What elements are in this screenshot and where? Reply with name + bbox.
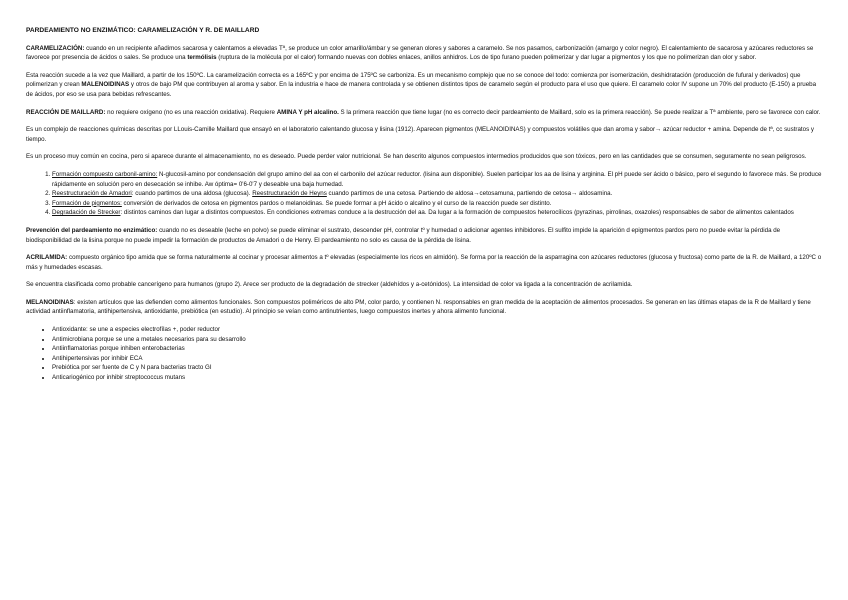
caramelizacion-text-1: cuando en un recipiente añadimos sacarosa y calentamos a elevadas Tª, se produce un color amarillo/ámbar y se generan olores y sabores a caramelo. Se nos pasamos, carbonización (amargo y color negro). El calentamiento de sacarosa y azúcares reductores se favorece por presencia de ácidos o sales. Se produce una bbox=[26, 44, 814, 62]
stage-2-text-b: cuando partimos de una cetosa. Partiendo de aldosa→cetosamuna, partiendo de cetosa→ aldosamina. bbox=[326, 190, 613, 198]
paragraph-acrilamida bbox=[26, 253, 822, 272]
paragraph-caramelizacion bbox=[26, 44, 822, 63]
stage-2-title: Reestructuración de Amadori bbox=[52, 190, 132, 198]
caramelizacion-text-2: (ruptura de la molécula por el calor) formando nuevas con dobles enlaces, anillos anhidros. Los de tipo furano pueden polimerizar y dar lugar a pigmentos y los que no polimerizan dan olor y sabor. bbox=[216, 54, 757, 62]
maillard-text-1: no requiere oxígeno (no es una reacción oxidativa). Requiere bbox=[105, 108, 277, 116]
mechanism-text-2: y otros de bajo PM que contribuyen al aroma y sabor. En la industria e hace de manera controlada y se obtienen distintos tipos de caramelo según el producto para el uso que quiere. El caramelo color IV supone un 70% del producto (E-150) a prueba de ácidos, por eso se usa para bebidas refrescantes. bbox=[26, 81, 817, 98]
paragraph-maillard-history: Es un complejo de reacciones químicas descritas por LLouis-Camille Maillard que ensayó en el laboratorio calentando glucosa y lisina (1912). Aparecen pigmentos (MELANOIDINAS) y compuestos volátiles que dan aroma y sabor→ azúcar reductor + amina. Depende de tª, cc sustratos y tiempo. bbox=[26, 126, 814, 143]
stage-2-title-b: Reestructuración de Heyns bbox=[252, 190, 327, 198]
stage-2-text: : cuando partimos de una aldosa (glucosa). bbox=[131, 190, 253, 198]
malenoidinas-term: MALENOIDINAS bbox=[81, 81, 130, 89]
list-item: • Prebiótica por ser fuente de C y N para bacterias tracto GI bbox=[52, 363, 822, 373]
list-item bbox=[52, 199, 822, 209]
maillard-stages-list bbox=[26, 170, 822, 218]
stage-3-text: conversión de derivados de cetosa en pigmentos pardos o melanoidinas. Se puede formar a pH ácido o alcalino y el curso de la reacción puede ser distinto. bbox=[121, 199, 552, 207]
paragraph-acrilamida-cancer: Se encuentra clasificada como probable cancerígeno para humanos (grupo 2). Arece ser producto de la degradación de strecker (aldehídos y a-cetónidos). La intensidad de color va ligada a la concentración de acrilamida. bbox=[26, 281, 633, 289]
stage-4-title: Degradación de Strecker bbox=[52, 209, 121, 217]
stage-1-title: Formación compuesto carbonil-amino: bbox=[52, 170, 158, 178]
list-item: • Antimicrobiana porque se une a metales necesarios para su desarrollo bbox=[52, 335, 822, 345]
stage-4-text: : distintos caminos dan lugar a distintos compuestos. En condiciones extremas conduce a la destrucción del aa. Da lugar a la formación de compuestos heterocílicos (pyrazinas, pirrolinas, oxazoles) responsables de sabor de alimentos calentados bbox=[120, 209, 794, 217]
document-page bbox=[26, 26, 822, 383]
paragraph-prevencion bbox=[26, 226, 822, 245]
document-title: PARDEAMIENTO NO ENZIMÁTICO: CARAMELIZACIÓN Y R. DE MAILLARD bbox=[26, 27, 260, 34]
list-item: • Antihipertensivas por inhibir ECA bbox=[52, 354, 822, 364]
paragraph-caramelizacion-mechanism bbox=[26, 71, 822, 100]
prevencion-heading: Prevención del pardeamiento no enzimático: bbox=[26, 226, 158, 234]
paragraph-maillard-cooking: Es un proceso muy común en cocina, pero si aparece durante el almacenamiento, no es deseado. Puede perder valor nutricional. Se han descrito algunos compuestos intermedios producidos que son tóxicos, pero en las cantidades que se consumen, seguramente no sean peligrosos. bbox=[26, 153, 807, 161]
melanoidinas-heading: MELANOIDINAS bbox=[26, 298, 74, 306]
prevencion-text: cuando no es deseable (leche en polvo) se puede eliminar el sustrato, descender pH, controlar tº y humedad o adicionar agentes inhibidores. El sulfito impide la aparición d epigmentos pardos pero no puede evitar la pérdida de biodisponibilidad de la lisina porque no puede impedir la formación de productos de Amadori o de Henry. El pardeamiento no solo es causa de la pérdida de lisina. bbox=[26, 226, 781, 244]
stage-3-title: Formación de pigmentos: bbox=[52, 199, 122, 207]
acrilamida-text: compuesto orgánico tipo amida que se forma naturalmente al cocinar y procesar alimentos a tº elevadas (especialmente los ricos en almidón). Se forma por la reacción de la asparragina con azúcares reductores (glucosa y fructosa) como parte de la R. de Maillard, a 120ºC o más y humedades escasas. bbox=[26, 254, 822, 271]
maillard-heading: REACCIÓN DE MAILLARD: bbox=[26, 108, 106, 116]
list-item bbox=[52, 208, 822, 218]
paragraph-melanoidinas bbox=[26, 298, 822, 317]
stage-1-text: N-glucosil-amino por condensación del grupo amino del aa con el carbonilo del azúcar reductor. (lisina aun disponible). Suelen participar los aa de lisina y arginina. El pH puede ser ácido o básico, pero el segundo lo favorece más. Se produce rápidamente en solución pero en desecación se inhibe. Aw óptima= 0'6-0'7 y deseable una baja humedad. bbox=[52, 170, 822, 188]
list-item: • Antiinflamatorias porque inhiben enterobacterias bbox=[52, 344, 822, 354]
caramelizacion-heading: CARAMELIZACIÓN: bbox=[26, 44, 85, 52]
list-item bbox=[52, 189, 822, 199]
melanoidinas-text: : existen artículos que las defienden como alimentos funcionales. Son compuestos poliméricos de alto PM, color pardo, y contienen N. responsables en gran medida de la aceptación de alimentos procesados. Se generan en las últimas etapas de la R de Maillard y tiene actividad antiinflamatoria, antihipertensiva, antioxidante, prebiótica (en estudio). Al principio se veían como antinutrientes, luego compuestos inertes y ahora alimento funcional. bbox=[26, 298, 811, 316]
list-item: • Antioxidante: se une a especies electrofílas +, poder reductor bbox=[52, 325, 822, 335]
mechanism-text-1: Esta reacción sucede a la vez que Maillard, a partir de los 150ºC. La caramelización correcta es a 165ºC y por encima de 175ºC se carboniza. Es un mecanismo complejo que no se conoce del todo: comienza por isomerización, deshidratación (producción de fufural y derivados) que polimerizan y crean bbox=[26, 71, 801, 89]
amina-ph-term: AMINA Y pH alcalino. bbox=[276, 108, 339, 116]
paragraph-maillard bbox=[26, 108, 822, 118]
maillard-text-2: S la primera reacción que tiene lugar (no es correcto decir pardeamiento de Maillard, solo es la primera reacción). Se puede realizar a Tª ambiente, pero se favorece con calor. bbox=[338, 108, 821, 116]
termolisis-term: termólisis bbox=[187, 54, 217, 62]
acrilamida-heading: ACRILAMIDA: bbox=[26, 254, 68, 262]
list-item: • Anticariogénico por inhibir streptococcus mutans bbox=[52, 373, 822, 383]
melanoidinas-properties-list bbox=[26, 325, 822, 383]
list-item bbox=[52, 170, 822, 189]
